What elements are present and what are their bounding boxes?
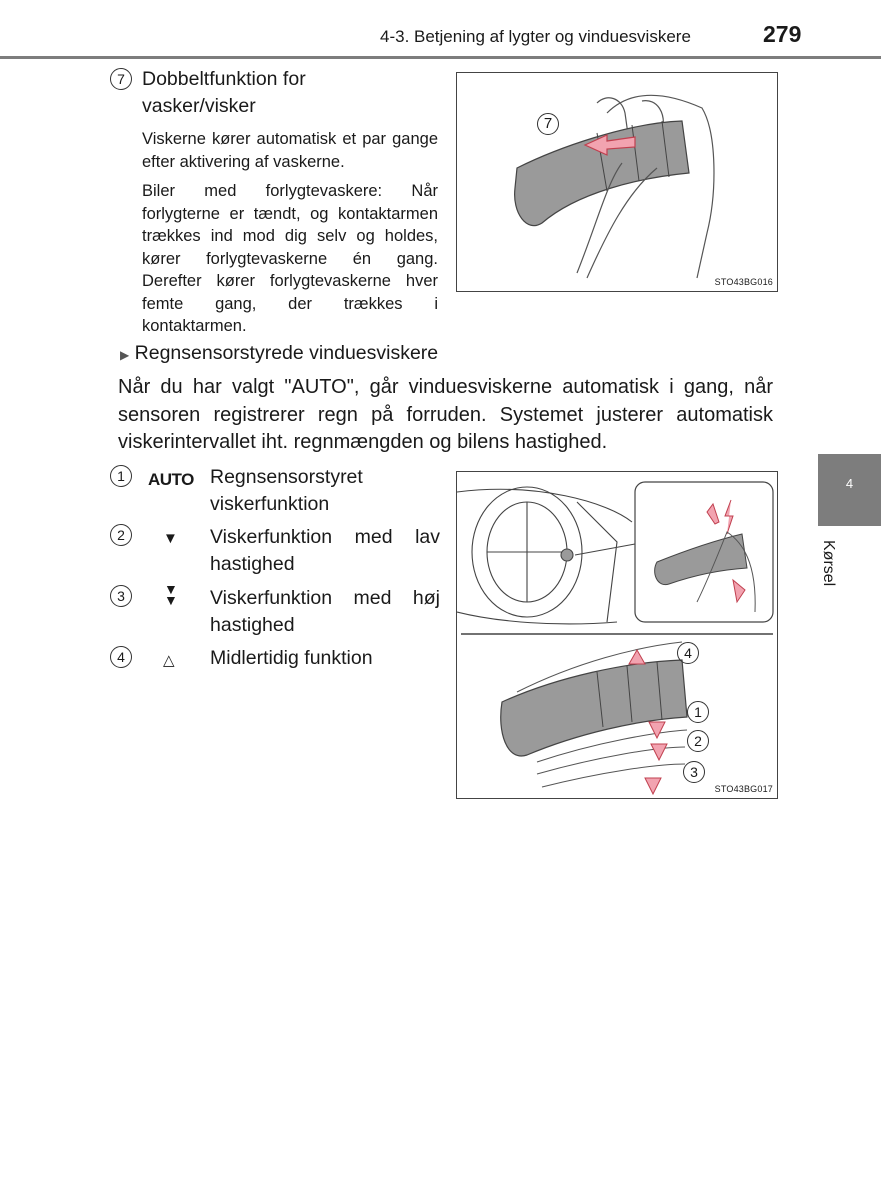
mode-number: 2 <box>110 524 132 546</box>
figure-code: STO43BG016 <box>714 277 773 287</box>
mode-text <box>210 585 440 639</box>
mode-text <box>210 464 440 518</box>
callout-2: 2 <box>687 730 709 752</box>
figure-wiper-lever-pull <box>456 72 778 292</box>
mode-line1: Viskerfunktion med høj <box>210 587 440 609</box>
callout-7: 7 <box>537 113 559 135</box>
chapter-label: Kørsel <box>820 540 837 587</box>
chapter-tab <box>818 454 881 526</box>
mode-line2: hastighed <box>210 553 295 575</box>
callout-3: 3 <box>683 761 705 783</box>
item-paragraph-1: Viskerne kører automatisk et par gange efter aktivering af vaskerne. <box>142 130 438 171</box>
item-title-line1: Dobbeltfunktion for <box>142 68 306 90</box>
item-title <box>142 66 442 120</box>
mode-line2: viskerfunktion <box>210 493 330 515</box>
lever-pull-illustration <box>457 73 777 291</box>
mode-line2: hastighed <box>210 614 295 636</box>
mode-line1: Regnsensorstyret <box>210 466 363 488</box>
auto-icon: AUTO <box>148 470 194 489</box>
subheading-text: Regnsensorstyrede vinduesviskere <box>134 342 439 364</box>
header-rule <box>0 56 881 59</box>
item-paragraph-2: Biler med forlygtevaskere: Når forlygterne er tændt, og kontaktarmen trækkes ind mod dig selv og holdes, kører forlygtevaskerne én gang. Derefter kører forlygtevaskerne hver femte gang, der trækkes i kontaktarmen. <box>142 182 438 335</box>
rain-sensor-illustration <box>457 472 777 798</box>
mode-number: 1 <box>110 465 132 487</box>
mist-icon: △ <box>163 652 175 669</box>
mode-line1: Viskerfunktion med lav <box>210 526 440 548</box>
mode-text <box>210 645 440 672</box>
callout-4: 4 <box>677 642 699 664</box>
mode-line1: Midlertidig funktion <box>210 647 373 669</box>
triangle-marker-icon: ▶ <box>120 348 130 362</box>
high-speed-icon: ▼▼ <box>164 581 178 608</box>
figure-code: STO43BG017 <box>714 784 773 794</box>
figure-rain-sensor-lever <box>456 471 778 799</box>
item-title-line2: vasker/visker <box>142 95 256 117</box>
mode-number: 4 <box>110 646 132 668</box>
low-speed-icon: ▼ <box>163 530 178 547</box>
page-number: 279 <box>763 21 802 47</box>
intro-paragraph: Når du har valgt "AUTO", går vinduesviskerne automatisk i gang, når sensoren registrerer regn på forruden. Systemet justerer automatisk viskerintervallet iht. regnmængden og bilens hastighed. <box>118 376 773 453</box>
callout-1: 1 <box>687 701 709 723</box>
chapter-number: 4 <box>845 476 854 491</box>
item-number-badge: 7 <box>110 68 132 90</box>
mode-number: 3 <box>110 585 132 607</box>
section-title: 4-3. Betjening af lygter og vinduesviskere <box>380 27 691 46</box>
mode-text <box>210 524 440 578</box>
subheading <box>120 340 438 369</box>
